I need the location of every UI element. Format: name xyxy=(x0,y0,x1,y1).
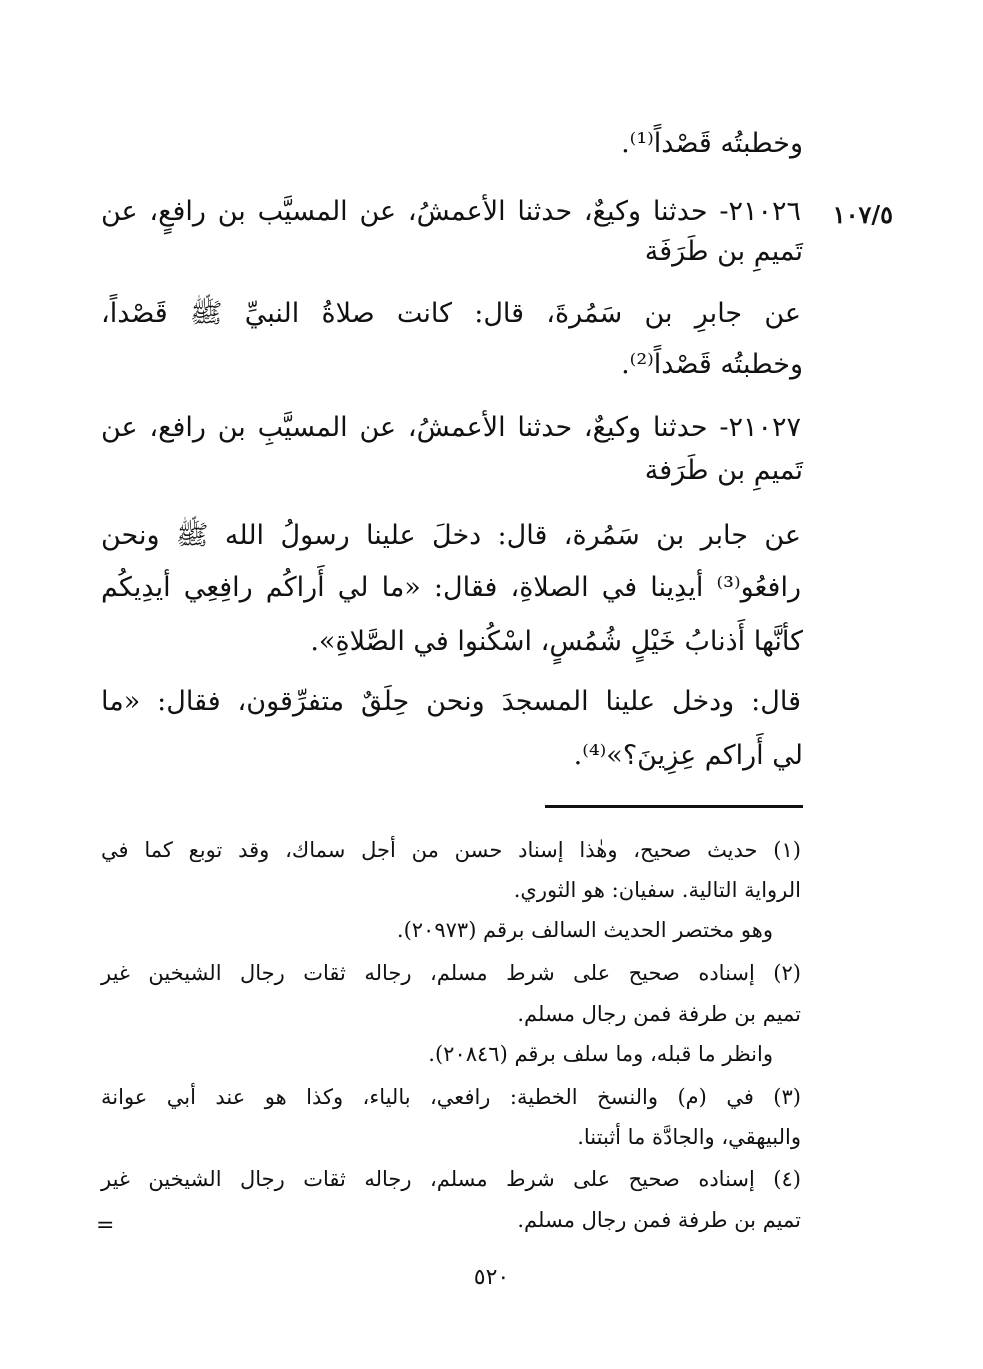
hadith-21027-matn-line-1: عن جابر بن سَمُرة، قال: دخلَ علينا رسولُ الله ﷺ ونحن xyxy=(101,520,801,551)
hadith-21027-isnad-line-1: ٢١٠٢٧- حدثنا وكيعٌ، حدثنا الأعمشُ، عن المسيَّبِ بن رافع، عن xyxy=(101,412,801,443)
hadith-21026-matn-line-1: عن جابرِ بن سَمُرةَ، قال: كانت صلاةُ النبيِّ ﷺ قَصْداً، xyxy=(101,298,801,329)
page-number: ٥٢٠ xyxy=(473,1265,510,1290)
hadith-21026-matn-line-2: وخطبتُه قَصْداً⁽²⁾. xyxy=(621,349,803,380)
footnote-separator-rule xyxy=(545,805,803,808)
footnote-1-line-3: وهو مختصر الحديث السالف برقم (٢٠٩٧٣). xyxy=(396,918,773,942)
footnote-4-line-2: تميم بن طرفة فمن رجال مسلم. xyxy=(517,1208,801,1232)
footnote-2-line-1: (٢) إسناده صحيح على شرط مسلم، رجاله ثقات رجال الشيخين غير xyxy=(101,961,801,985)
footnote-3-line-1: (٣) في (م) والنسخ الخطية: رافعي، بالياء، وكذا هو عند أبي عوانة xyxy=(101,1085,801,1109)
hadith-21026-isnad-line-2: تَميمِ بن طَرَفَة xyxy=(644,236,803,267)
hadith-21027-matn-line-3: كأنَّها أَذنابُ خَيْلٍ شُمُسٍ، اسْكُنوا في الصَّلاةِ». xyxy=(310,626,803,657)
footnote-1-line-2: الرواية التالية. سفيان: هو الثوري. xyxy=(513,878,801,902)
footnote-2-line-3: وانظر ما قبله، وما سلف برقم (٢٠٨٤٦). xyxy=(428,1042,773,1066)
hadith-21027-matn2-line-2: لي أَراكم عِزِينَ؟»⁽⁴⁾. xyxy=(573,740,803,771)
hadith-21026-isnad-line-1: ٢١٠٢٦- حدثنا وكيعٌ، حدثنا الأعمشُ، عن المسيَّب بن رافعٍ، عن xyxy=(101,196,801,227)
margin-volume-page-reference: ١٠٧/٥ xyxy=(832,200,893,229)
paragraph-continuation: وخطبتُه قَصْداً⁽¹⁾. xyxy=(621,128,803,159)
footnote-continuation-mark: = xyxy=(96,1213,115,1238)
hadith-21027-matn-line-2: رافعُو⁽³⁾ أيدِينا في الصلاةِ، فقال: «ما لي أَراكُم رافِعِي أيدِيكُم xyxy=(101,572,801,603)
hadith-21027-isnad-line-2: تَميمِ بن طَرَفة xyxy=(644,455,803,486)
footnote-1-line-1: (١) حديث صحيح، وهٰذا إسناد حسن من أجل سماك، وقد توبع كما في xyxy=(101,838,801,862)
footnote-4-line-1: (٤) إسناده صحيح على شرط مسلم، رجاله ثقات رجال الشيخين غير xyxy=(101,1167,801,1191)
footnote-2-line-2: تميم بن طرفة فمن رجال مسلم. xyxy=(517,1002,801,1026)
hadith-21027-matn2-line-1: قال: ودخل علينا المسجدَ ونحن حِلَقٌ متفرِّقون، فقال: «ما xyxy=(101,686,801,717)
footnote-3-line-2: والبيهقي، والجادَّة ما أثبتنا. xyxy=(577,1125,801,1149)
